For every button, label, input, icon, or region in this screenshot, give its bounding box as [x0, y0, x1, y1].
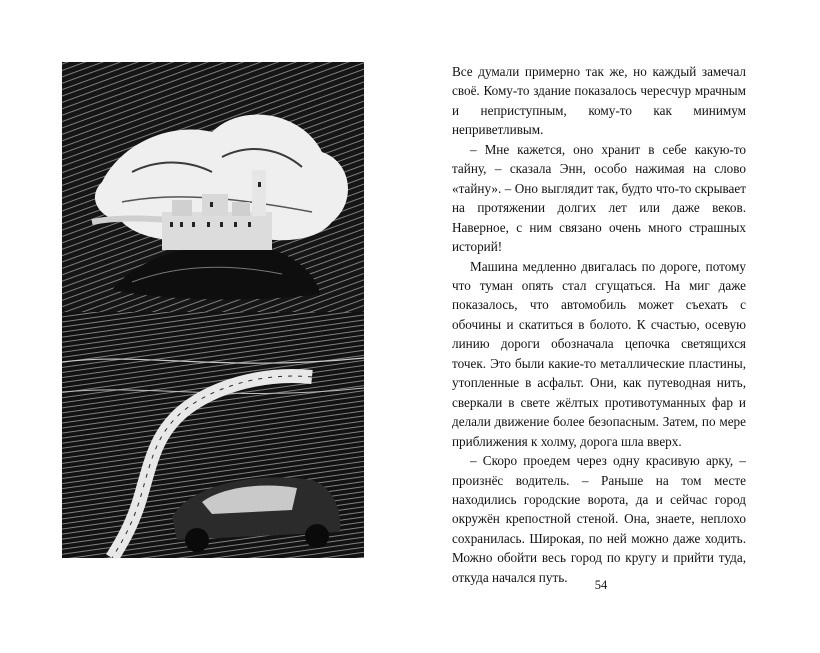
- page-number: 54: [594, 578, 608, 592]
- paragraph: Все думали примерно так же, но каждый замечал своё. Кому-то здание показалось чересчур мрачным и неприступным, кому-то как минимум неприветливым.: [452, 64, 746, 138]
- illustration-drawing: [62, 62, 364, 558]
- paragraph: – Мне кажется, оно хранит в себе какую-то тайну, – сказала Энн, особо нажимая на слово «тайну». – Оно выглядит так, будто что-то скрывает на протяжении долгих лет или даже веков. Наверное, с ним связано очень много страшных историй!: [452, 141, 746, 255]
- body-text: [452, 62, 746, 587]
- paragraph: Машина медленно двигалась по дороге, потому что туман опять стал сгущаться. На миг даже показалось, что автомобиль может съехать с обочины и скатиться в болото. К счастью, осевую линию дороги обозначала цепочка светящихся точек. Это были какие-то металлические пластины, утопленные в асфальт. Они, как путеводная нить, сверкали в свете жёлтых противотуманных фар и делали движение более безопасным. Затем, по мере приближения к холму, дорога шла вверх.: [452, 258, 746, 449]
- castle-island-illustration: [62, 62, 364, 558]
- paragraph: – Скоро проедем через одну красивую арку, – произнёс водитель. – Раньше на том месте находились городские ворота, да и сейчас город окружён крепостной стеной. Она, знаете, неплохо сохранилась. Широкая, по ней можно даже ходить. Можно обойти весь город по кругу и прийти туда, откуда начался путь.: [452, 453, 746, 585]
